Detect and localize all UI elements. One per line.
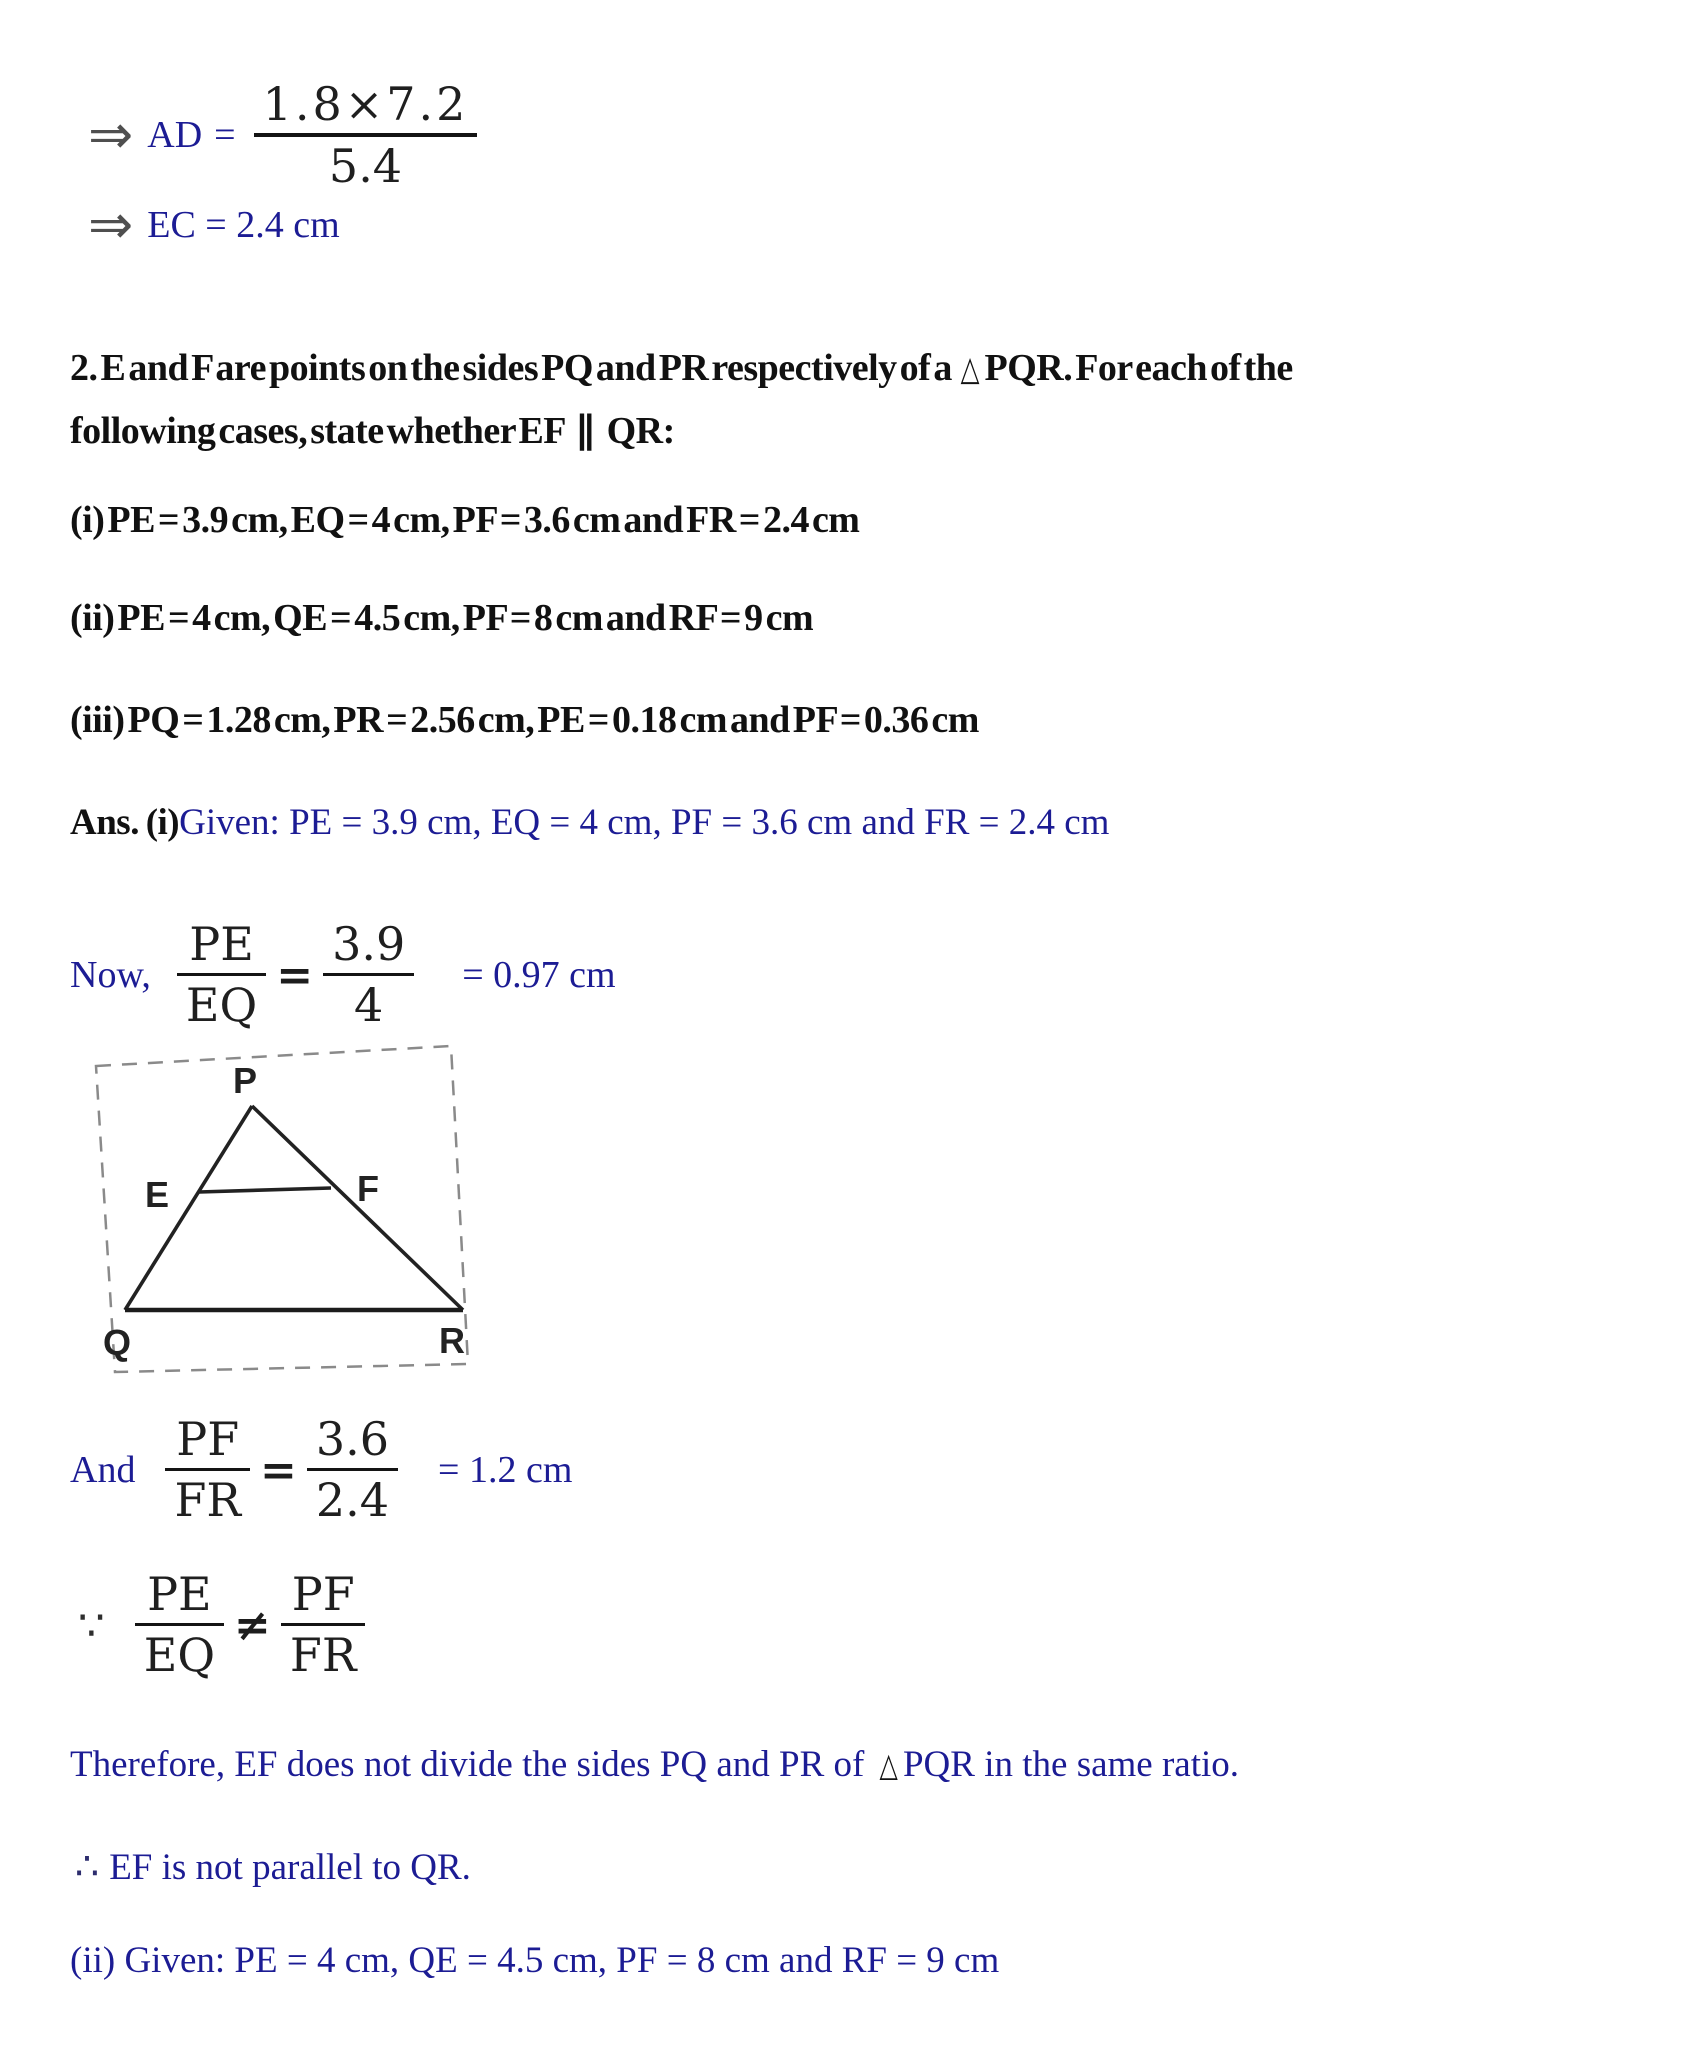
- because-inequality-line: [78, 1545, 365, 1705]
- question-line1-end: PQR. For each of the: [984, 347, 1293, 389]
- fraction-ad-denominator: 5.4: [328, 138, 403, 193]
- label-f: F: [357, 1168, 379, 1209]
- because-symbol: ∵: [78, 1600, 105, 1650]
- fraction-numerator: PE: [147, 1567, 212, 1622]
- fraction-pe-eq: [135, 1567, 224, 1682]
- equals-operator: =: [260, 1444, 297, 1496]
- conclusion-text: EF is not parallel to QR.: [109, 1847, 471, 1888]
- question-heading-line1: [70, 343, 1690, 394]
- question-line2-text: following cases, state whether EF: [70, 410, 565, 452]
- case-i: (i) PE = 3.9 cm, EQ = 4 cm, PF = 3.6 cm and FR = 2.4 cm: [70, 499, 860, 541]
- fraction-denominator: FR: [174, 1473, 242, 1527]
- fraction-denominator: 2.4: [315, 1473, 390, 1527]
- triangle-symbol: △: [879, 1745, 898, 1784]
- fraction-numerator: PE: [189, 917, 254, 972]
- question-line1-text: 2. E and F are points on the sides PQ and PR respectively of a: [70, 347, 952, 389]
- and-label: And: [70, 1449, 136, 1491]
- question-heading-line2: [70, 405, 675, 456]
- triangle-symbol: △: [960, 349, 979, 389]
- fraction-denominator: FR: [289, 1628, 357, 1682]
- case-iii: (iii) PQ = 1.28 cm, PR = 2.56 cm, PE = 0.18 cm and PF = 0.36 cm: [70, 699, 979, 741]
- question-line2-end: QR:: [606, 410, 675, 452]
- fraction-numerator: PF: [176, 1412, 240, 1467]
- answer-given-line: [70, 798, 1109, 848]
- therefore-statement: [70, 1742, 1239, 1788]
- label-r: R: [439, 1320, 465, 1361]
- therefore-symbol: ∴: [75, 1844, 100, 1888]
- triangle-pqr-diagram: [75, 1035, 495, 1400]
- fraction-ad-numerator: 1.8×7.2: [262, 76, 469, 131]
- case-ii: (ii) PE = 4 cm, QE = 4.5 cm, PF = 8 cm and RF = 9 cm: [70, 597, 814, 639]
- equation-ec-text: EC = 2.4 cm: [147, 204, 340, 246]
- fraction-39-4: [323, 917, 414, 1032]
- label-p: P: [233, 1060, 258, 1101]
- ratio-line-now: [70, 900, 616, 1050]
- equation-ec: [88, 193, 340, 256]
- part-ii-given-line: (ii) Given: PE = 4 cm, QE = 4.5 cm, PF = 8 cm and RF = 9 cm: [70, 1940, 1000, 1981]
- equation-ad-equals: =: [214, 114, 236, 156]
- answer-label: Ans. (i): [70, 802, 180, 843]
- implies-arrow-icon: ⇒: [88, 193, 132, 256]
- fraction-denominator: 4: [354, 978, 384, 1032]
- fraction-denominator: EQ: [185, 978, 258, 1032]
- fraction-pe-eq: [177, 917, 266, 1032]
- fraction-36-24: [307, 1412, 398, 1527]
- fraction-numerator: PF: [291, 1567, 355, 1622]
- parallel-symbol: ∥: [575, 408, 596, 452]
- label-e: E: [145, 1174, 170, 1215]
- equation-ad-lhs: AD: [147, 114, 203, 156]
- now-label: Now,: [70, 954, 151, 996]
- fraction-numerator: 3.6: [315, 1412, 390, 1467]
- ratio-line-and: [70, 1395, 572, 1545]
- label-q: Q: [103, 1322, 132, 1363]
- fraction-ad: [254, 76, 478, 193]
- implies-arrow-icon: ⇒: [88, 103, 132, 166]
- therefore-text-after: PQR in the same ratio.: [902, 1744, 1240, 1785]
- not-equal-operator: ≠: [234, 1599, 271, 1651]
- segment-ef: [199, 1188, 331, 1192]
- fraction-pf-fr: [165, 1412, 250, 1527]
- and-result: = 1.2 cm: [438, 1449, 573, 1491]
- therefore-text-before: Therefore, EF does not divide the sides PQ and PR of: [70, 1744, 865, 1785]
- answer-given-text: Given: PE = 3.9 cm, EQ = 4 cm, PF = 3.6 cm and FR = 2.4 cm: [179, 802, 1110, 843]
- fraction-numerator: 3.9: [332, 917, 406, 972]
- fraction-denominator: EQ: [143, 1628, 216, 1682]
- equation-ad: [88, 56, 477, 214]
- fraction-pf-fr: [281, 1567, 366, 1682]
- now-result: = 0.97 cm: [462, 954, 616, 996]
- equals-operator: =: [276, 949, 314, 1001]
- conclusion-statement: [75, 1843, 471, 1891]
